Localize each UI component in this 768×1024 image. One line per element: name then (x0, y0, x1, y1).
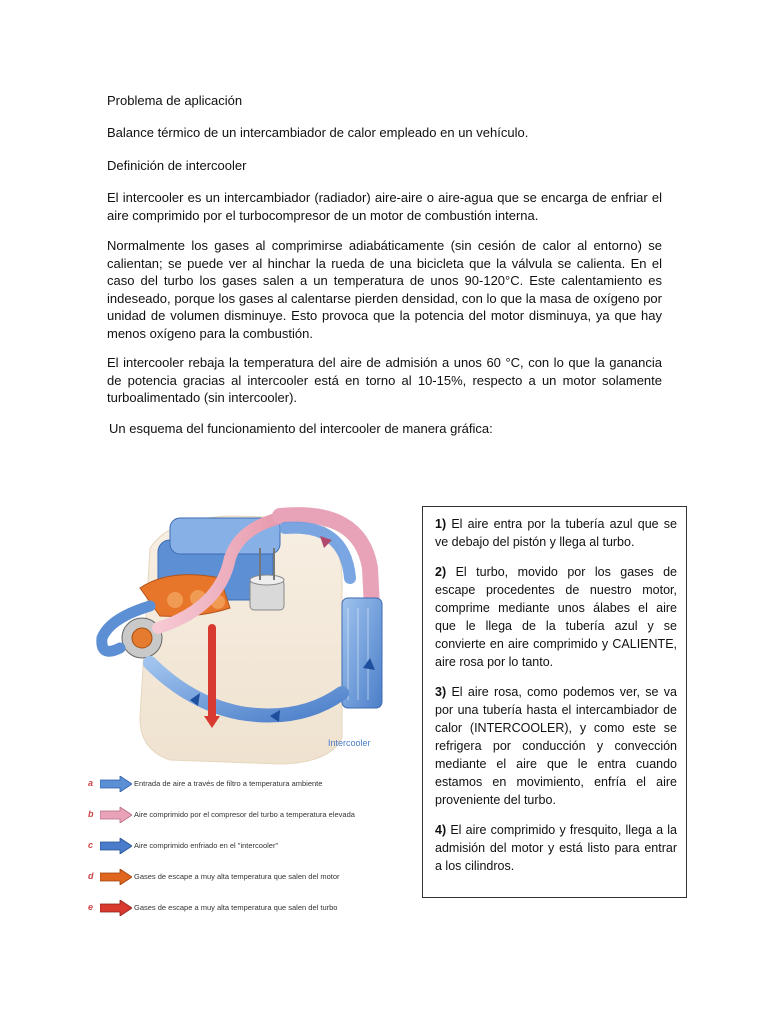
step-paragraph (435, 821, 677, 875)
legend-text: Entrada de aire a través de filtro a temperatura ambiente (134, 779, 323, 788)
legend-item (88, 776, 408, 807)
step-text: El aire entra por la tubería azul que se ve debajo del pistón y llega al turbo. (435, 517, 677, 549)
step-paragraph (435, 563, 677, 671)
paragraph-compression: Normalmente los gases al comprimirse adiabáticamente (sin cesión de calor al entorno) se calientan; se puede ver al hinchar la rueda de una bicicleta que la válvula se calienta. En el caso del turbo los gases salen a un temperatura de unos 90-120°C. Este calentamiento es indeseado, porque los gases al calentarse pierden densidad, con lo que la masa de oxígeno por unidad de volumen disminuye. Esto provoca que la potencia del motor disminuya, ya que hay menos oxígeno para la combustión. (107, 238, 662, 341)
legend-item (88, 838, 408, 869)
red-arrow-icon (100, 900, 132, 916)
legend-item (88, 807, 408, 838)
step-number: 1) (435, 517, 447, 531)
step-number: 2) (435, 565, 447, 579)
heading-problem: Problema de aplicación (107, 93, 243, 108)
heading-definition: Definición de intercooler (107, 158, 247, 173)
heading-balance: Balance térmico de un intercambiador de calor empleado en un vehículo. (107, 125, 529, 140)
blue-arrow-icon (100, 776, 132, 792)
step-text: El aire rosa, como podemos ver, se va por una tubería hasta el intercambiador de calor (INTERCOOLER), y como este se refrigera por conducción y convección mediante el aire que le entra cuando estamos en movimiento, enfría el aire proveniente del turbo. (435, 685, 677, 807)
legend-letter: c (88, 840, 94, 850)
engine-intercooler-diagram (80, 488, 410, 778)
steps-box (422, 506, 687, 898)
legend-letter: d (88, 871, 94, 881)
step-number: 3) (435, 685, 447, 699)
paragraph-scheme-intro: Un esquema del funcionamiento del intercooler de manera gráfica: (109, 421, 493, 436)
legend-item (88, 869, 408, 900)
legend-text: Gases de escape a muy alta temperatura que salen del motor (134, 872, 340, 881)
step-paragraph (435, 683, 677, 809)
step-number: 4) (435, 823, 447, 837)
legend-text: Gases de escape a muy alta temperatura que salen del turbo (134, 903, 338, 912)
dark-blue-arrow-icon (100, 838, 132, 854)
paragraph-intercooler-gain: El intercooler rebaja la temperatura del aire de admisión a unos 60 °C, con lo que la ganancia de potencia gracias al intercooler está en torno al 10-15%, respecto a un motor solamente turboalimentado (sin intercooler). (107, 355, 662, 405)
legend-text: Aire comprimido enfriado en el "intercooler" (134, 841, 279, 850)
orange-arrow-icon (100, 869, 132, 885)
legend-letter: e (88, 902, 94, 912)
diagram-legend (88, 776, 408, 931)
step-paragraph (435, 515, 677, 551)
paragraph-definition: El intercooler es un intercambiador (radiador) aire-aire o aire-agua que se encarga de enfriar el aire comprimido por el turbocompresor de un motor de combustión interna. (107, 190, 662, 223)
legend-text: Aire comprimido por el compresor del turbo a temperatura elevada (134, 810, 355, 819)
step-text: El turbo, movido por los gases de escape procedentes de nuestro motor, comprime mediante unos álabes el aire que le llega de la tubería azul y se convierte en aire comprimido y CALIENTE, aire rosa por lo tanto. (435, 565, 677, 669)
legend-letter: a (88, 778, 94, 788)
step-text: El aire comprimido y fresquito, llega a la admisión del motor y está listo para entrar a los cilindros. (435, 823, 677, 873)
intercooler-label: Intercooler (328, 738, 371, 748)
pink-arrow-icon (100, 807, 132, 823)
legend-item (88, 900, 408, 931)
legend-letter: b (88, 809, 94, 819)
